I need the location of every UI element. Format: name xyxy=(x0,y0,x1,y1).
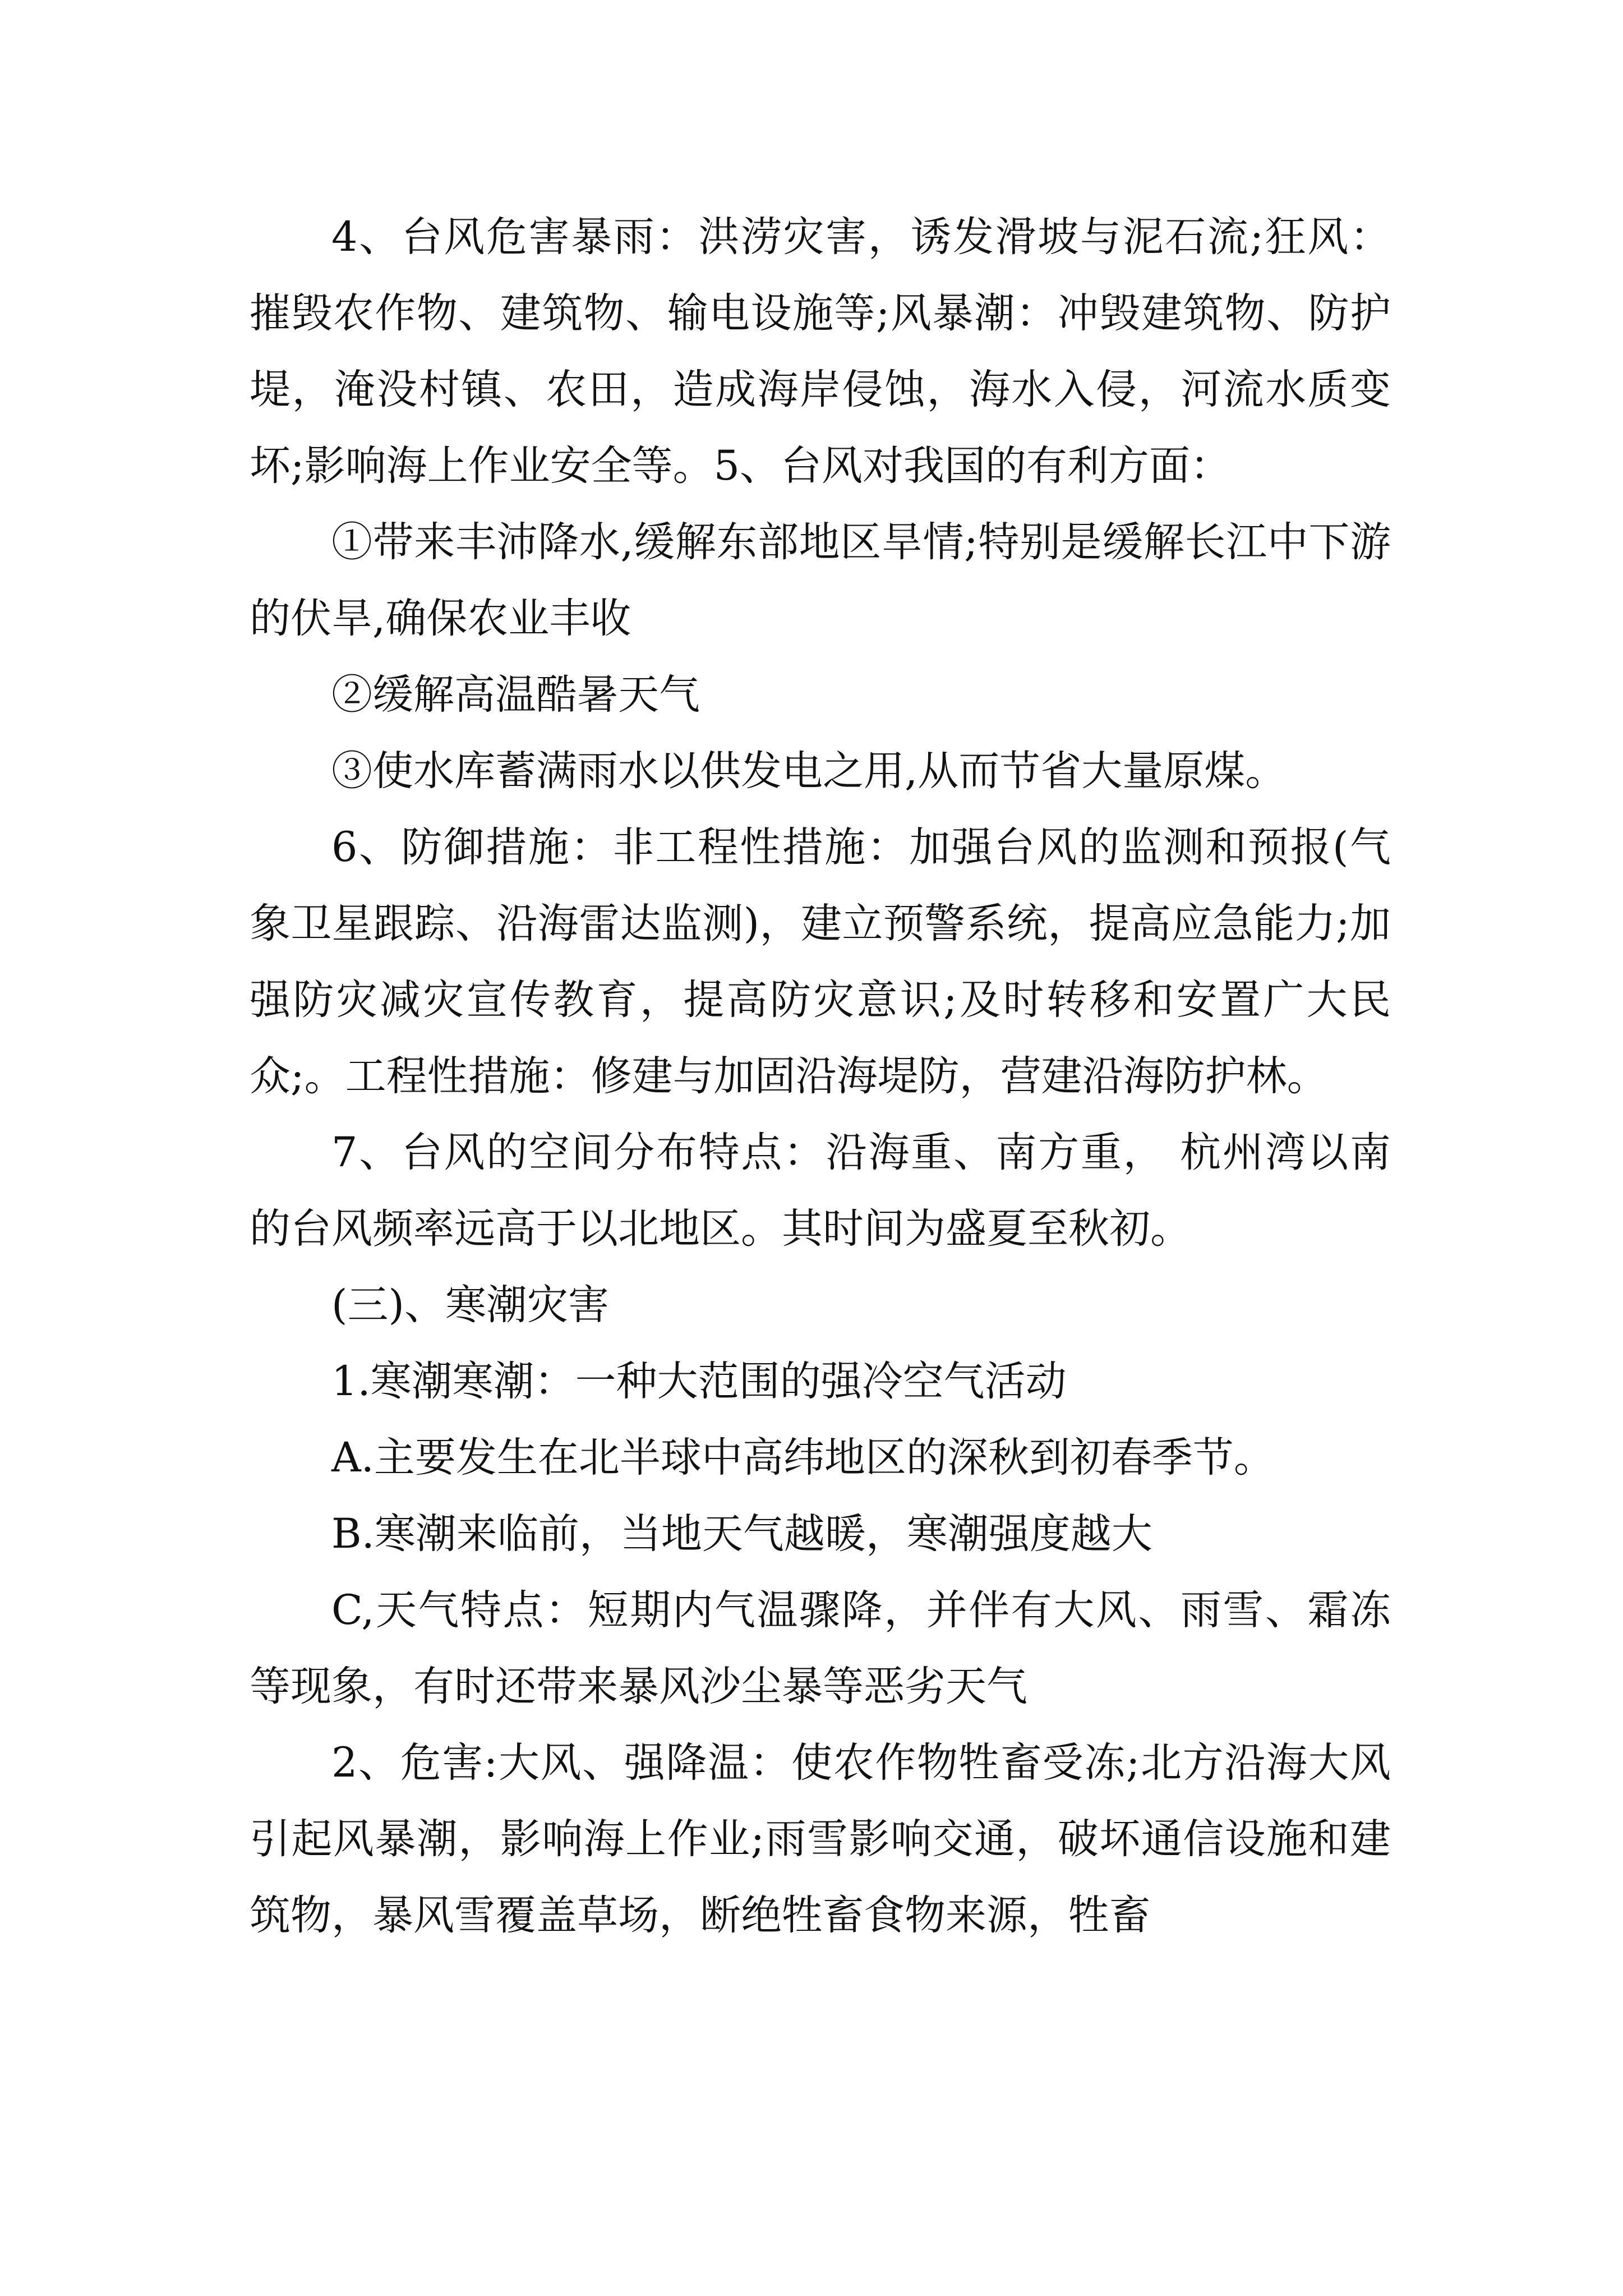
paragraph-benefit-heat: ②缓解高温酷暑天气 xyxy=(331,671,700,719)
section-heading-cold-wave: (三)、寒潮灾害 xyxy=(331,1281,609,1329)
paragraph-benefit-reservoir: ③使水库蓄满雨水以供发电之用,从而节省大量原煤。 xyxy=(331,747,1287,795)
paragraph-defense-measures: 6、防御措施：非工程性措施：加强台风的监测和预报(气象卫星跟踪、沿海雷达监测)，建立预警系统，提高应急能力;加强防灾减灾宣传教育，提高防灾意识;及时转移和安置广大民众;。工程性措施：修建与加固沿海堤防，营建沿海防护林。 xyxy=(250,823,1391,1100)
paragraph-typhoon-hazards: 4、台风危害暴雨：洪涝灾害，诱发滑坡与泥石流;狂风：摧毁农作物、建筑物、输电设施等;风暴潮：冲毁建筑物、防护堤，淹没村镇、农田，造成海岸侵蚀，海水入侵，河流水质变坏;影响海上作业安全等。5、台风对我国的有利方面： xyxy=(250,213,1391,490)
paragraph-cold-wave-b: B.寒潮来临前，当地天气越暖，寒潮强度越大 xyxy=(331,1510,1152,1558)
document-body xyxy=(250,199,1391,1954)
paragraph-benefit-rainfall: ①带来丰沛降水,缓解东部地区旱情;特别是缓解长江中下游的伏旱,确保农业丰收 xyxy=(250,518,1391,642)
paragraph-cold-wave-hazards: 2、危害:大风、强降温：使农作物牲畜受冻;北方沿海大风引起风暴潮，影响海上作业;雨雪影响交通，破坏通信设施和建筑物，暴风雪覆盖草场，断绝牲畜食物来源，牲畜 xyxy=(250,1739,1391,1939)
paragraph-cold-wave-a: A.主要发生在北半球中高纬地区的深秋到初春季节。 xyxy=(331,1434,1275,1481)
paragraph-cold-wave-definition: 1.寒潮寒潮：一种大范围的强冷空气活动 xyxy=(331,1358,1067,1405)
paragraph-cold-wave-c: C,天气特点：短期内气温骤降，并伴有大风、雨雪、霜冻等现象，有时还带来暴风沙尘暴等恶劣天气 xyxy=(250,1586,1391,1710)
paragraph-spatial-distribution: 7、台风的空间分布特点：沿海重、南方重， 杭州湾以南的台风频率远高于以北地区。其时间为盛夏至秋初。 xyxy=(250,1129,1391,1253)
